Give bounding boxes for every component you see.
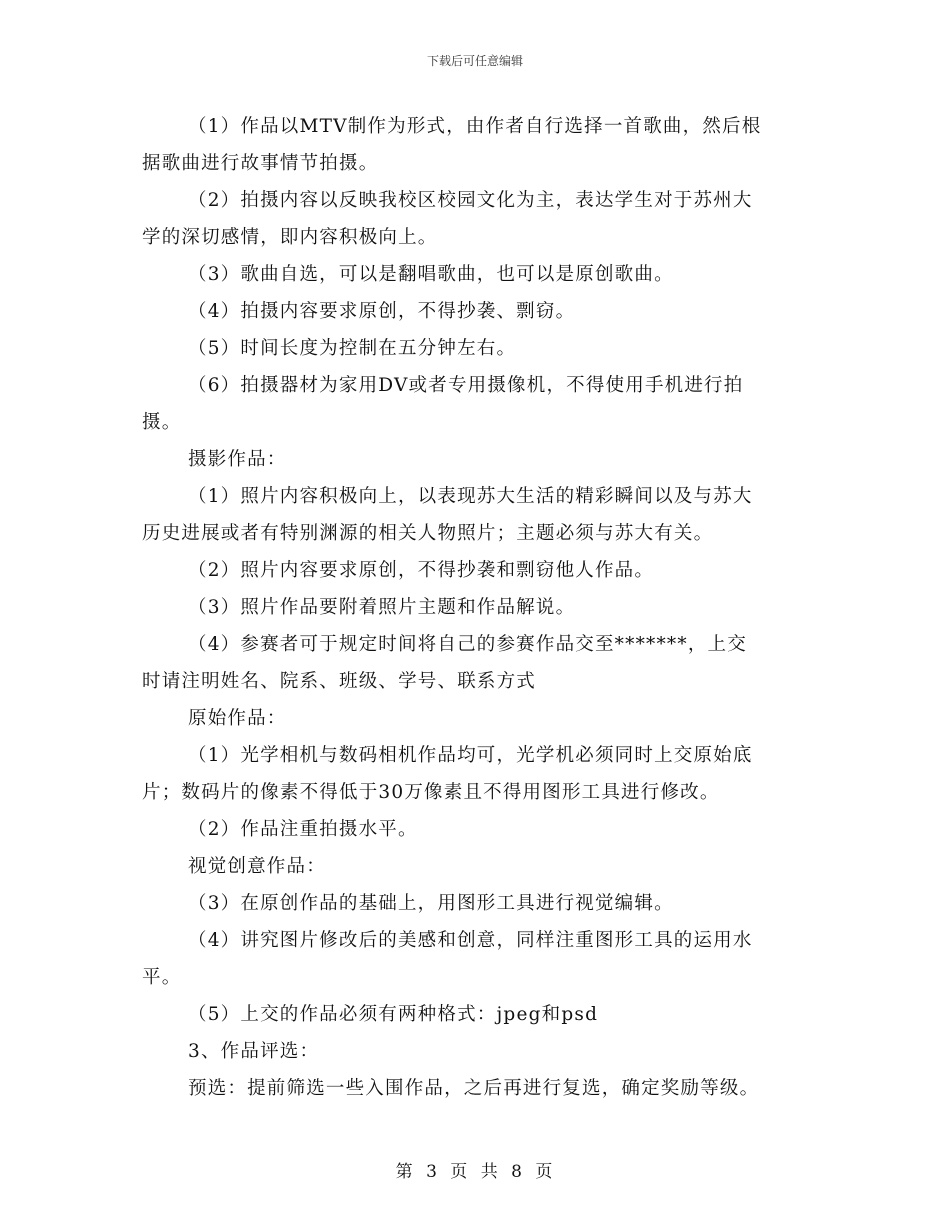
paragraph-line: （1）照片内容积极向上，以表现苏大生活的精彩瞬间以及与苏大 [188,486,753,507]
paragraph-line: （3）照片作品要附着照片主题和作品解说。 [188,597,576,618]
paragraph-line: 平。 [142,967,182,988]
paragraph-line: （5）上交的作品必须有两种格式：jpeg和psd [188,1004,599,1025]
paragraph-line: 片；数码片的像素不得低于30万像素且不得用图形工具进行修改。 [142,782,720,803]
paragraph-line: （4）参赛者可于规定时间将自己的参赛作品交至*******，上交 [188,634,747,655]
paragraph-line: （3）歌曲自选，可以是翻唱歌曲，也可以是原创歌曲。 [188,264,674,285]
paragraph-line: （1）光学相机与数码相机作品均可，光学机必须同时上交原始底 [188,745,753,766]
section-heading: 摄影作品： [188,449,287,470]
paragraph-line: （6）拍摄器材为家用DV或者专用摄像机，不得使用手机进行拍 [188,375,744,396]
paragraph-line: 学的深切感情，即内容积极向上。 [142,227,438,248]
paragraph-line: （3）在原创作品的基础上，用图形工具进行视觉编辑。 [188,893,674,914]
paragraph-line: 时请注明姓名、院系、班级、学号、联系方式 [142,671,537,692]
paragraph-line: 摄。 [142,412,182,433]
paragraph-line: （2）照片内容要求原创，不得抄袭和剽窃他人作品。 [188,560,655,581]
paragraph-line: 历史进展或者有特别渊源的相关人物照片；主题必须与苏大有关。 [142,523,714,544]
paragraph-line: （5）时间长度为控制在五分钟左右。 [188,338,517,359]
page-footer: 第 3 页 共 8 页 [395,1162,555,1182]
section-heading: 视觉创意作品： [188,856,326,877]
document-body [142,108,812,1107]
paragraph-line: （2）拍摄内容以反映我校区校园文化为主，表达学生对于苏州大 [188,190,753,211]
paragraph-line: （1）作品以MTV制作为形式，由作者自行选择一首歌曲，然后根 [188,116,762,137]
page-header: 下载后可任意编辑 [426,54,523,68]
section-heading: 原始作品： [188,708,287,729]
section-heading: 3、作品评选： [188,1041,320,1062]
paragraph-line: 据歌曲进行故事情节拍摄。 [142,153,379,174]
paragraph-line: （4）讲究图片修改后的美感和创意，同样注重图形工具的运用水 [188,930,753,951]
paragraph-line: 预选：提前筛选一些入围作品，之后再进行复选，确定奖励等级。 [188,1078,760,1099]
paragraph-line: （4）拍摄内容要求原创，不得抄袭、剽窃。 [188,301,576,322]
paragraph-line: （2）作品注重拍摄水平。 [188,819,418,840]
